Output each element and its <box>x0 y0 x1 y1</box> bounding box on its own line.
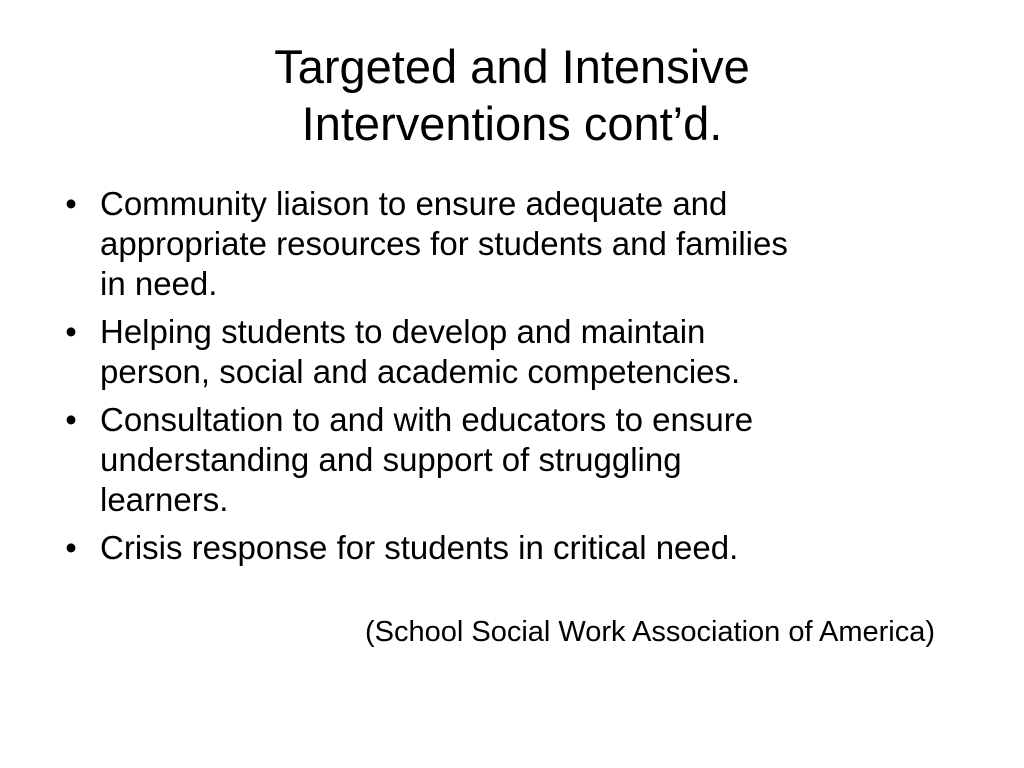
bullet-icon: • <box>65 529 77 566</box>
slide-title <box>112 38 912 152</box>
bullet-icon: • <box>65 313 77 350</box>
bullet-text-line: Consultation to and with educators to ensure <box>100 401 754 438</box>
bullet-icon: • <box>65 185 77 222</box>
bullet-text-line: appropriate resources for students and families <box>100 225 788 262</box>
bullet-text-line: person, social and academic competencies. <box>100 353 741 390</box>
slide-title-line: Targeted and Intensive <box>274 40 750 93</box>
slide-title-line: Interventions cont’d. <box>301 97 723 150</box>
bullet-item-crisis-response <box>56 528 956 568</box>
bullet-list <box>56 184 956 576</box>
bullet-text-line: Community liaison to ensure adequate and <box>100 185 728 222</box>
bullet-text-line: Helping students to develop and maintain <box>100 313 706 350</box>
bullet-item-consultation <box>56 400 956 520</box>
bullet-icon: • <box>65 401 77 438</box>
bullet-text-line: learners. <box>100 481 229 518</box>
bullet-text-line: Crisis response for students in critical need. <box>100 529 739 566</box>
bullet-item-community-liaison <box>56 184 956 304</box>
citation-text: (School Social Work Association of America) <box>364 616 935 648</box>
bullet-item-helping-students <box>56 312 956 392</box>
bullet-text-line: in need. <box>100 265 218 302</box>
bullet-text-line: understanding and support of struggling <box>100 441 682 478</box>
